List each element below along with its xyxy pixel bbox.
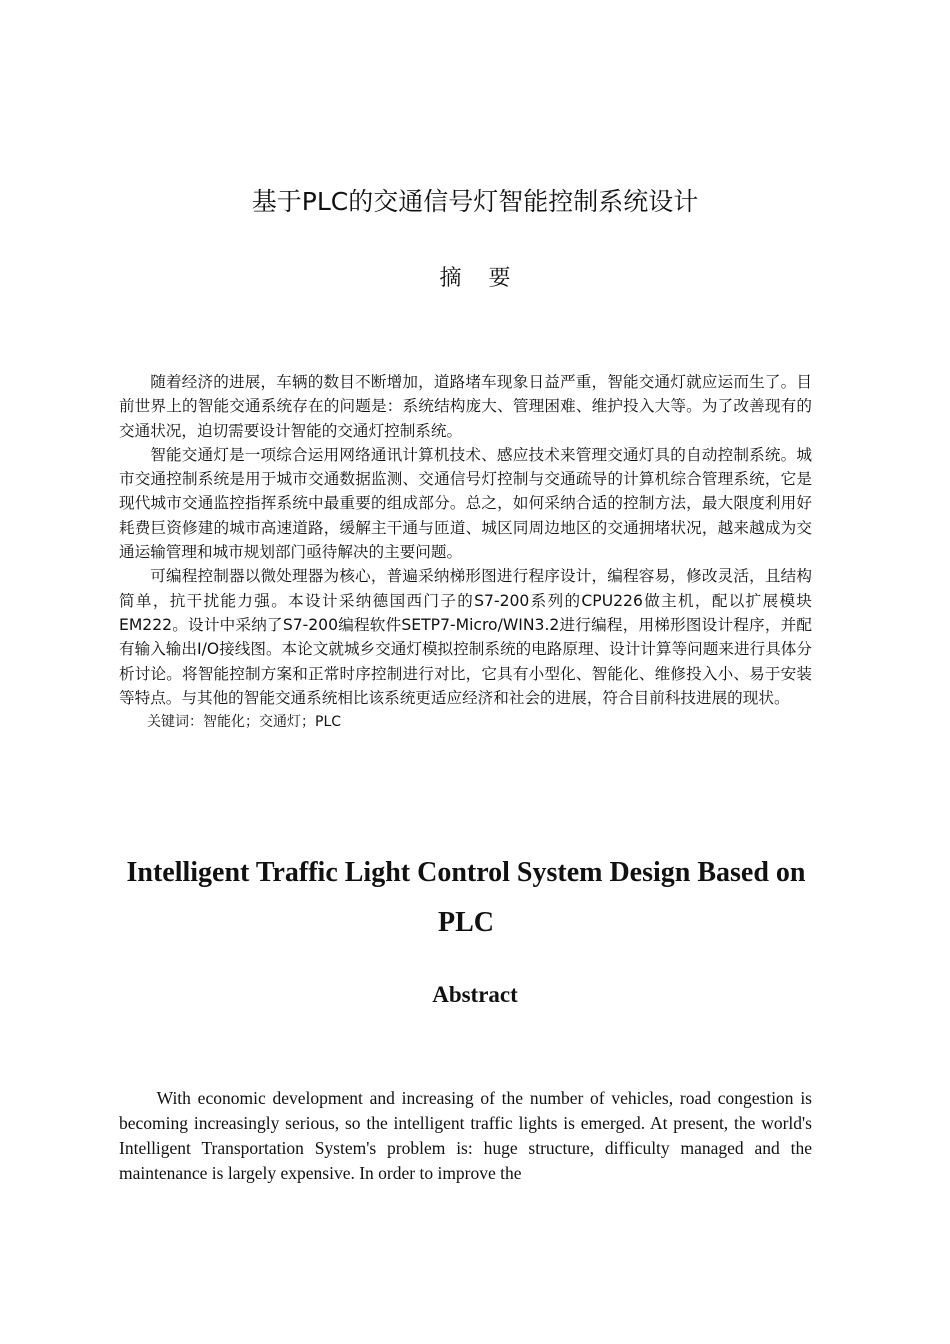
english-paragraph-1: With economic development and increasing of the number of vehicles, road congestion is becoming increasingly serious, so the intelligent traffic lights is emerged. At present, the world's Intelligent Transportation System's problem is: huge structure, difficulty managed and the maintenance is largely expensive. In order to improve the — [119, 1088, 812, 1183]
chinese-paragraph-1: 随着经济的进展，车辆的数目不断增加，道路堵车现象日益严重，智能交通灯就应运而生了。目前世界上的智能交通系统存在的问题是：系统结构庞大、管理困难、维护投入大等。为了改善现有的交通状况，迫切需要设计智能的交通灯控制系统。 — [119, 373, 812, 440]
chinese-abstract-body — [119, 370, 812, 734]
chinese-abstract-heading: 摘 要 — [439, 266, 521, 291]
english-abstract-heading: Abstract — [432, 982, 518, 1007]
chinese-paragraph-2: 智能交通灯是一项综合运用网络通讯计算机技术、感应技术来管理交通灯具的自动控制系统。城市交通控制系统是用于城市交通数据监测、交通信号灯控制与交通疏导的计算机综合管理系统，它是现代城市交通监控指挥系统中最重要的组成部分。总之，如何采纳合适的控制方法，最大限度利用好耗费巨资修建的城市高速道路，缓解主干通与匝道、城区同周边地区的交通拥堵状况，越来越成为交通运输管理和城市规划部门亟待解决的主要问题。 — [119, 445, 812, 562]
chinese-paragraph-3: 可编程控制器以微处理器为核心，普遍采纳梯形图进行程序设计，编程容易，修改灵活，且结构简单，抗干扰能力强。本设计采纳德国西门子的S7-200系列的CPU226做主机，配以扩展模块EM222。设计中采纳了S7-200编程软件SETP7-Micro/WIN3.2进行编程，用梯形图设计程序，并配有输入输出I/O接线图。本论文就城乡交通灯模拟控制系统的电路原理、设计计算等问题来进行具体分析讨论。将智能控制方案和正常时序控制进行对比，它具有小型化、智能化、维修投入小、易于安装等特点。与其他的智能交通系统相比该系统更适应经济和社会的进展，符合目前科技进展的现状。 — [119, 567, 812, 707]
chinese-keywords: 关键词：智能化；交通灯；PLC — [147, 714, 342, 731]
chinese-title: 基于PLC的交通信号灯智能控制系统设计 — [251, 187, 699, 216]
english-title: Intelligent Traffic Light Control System Design Based on PLC — [126, 857, 806, 938]
english-abstract-body — [119, 1086, 812, 1186]
